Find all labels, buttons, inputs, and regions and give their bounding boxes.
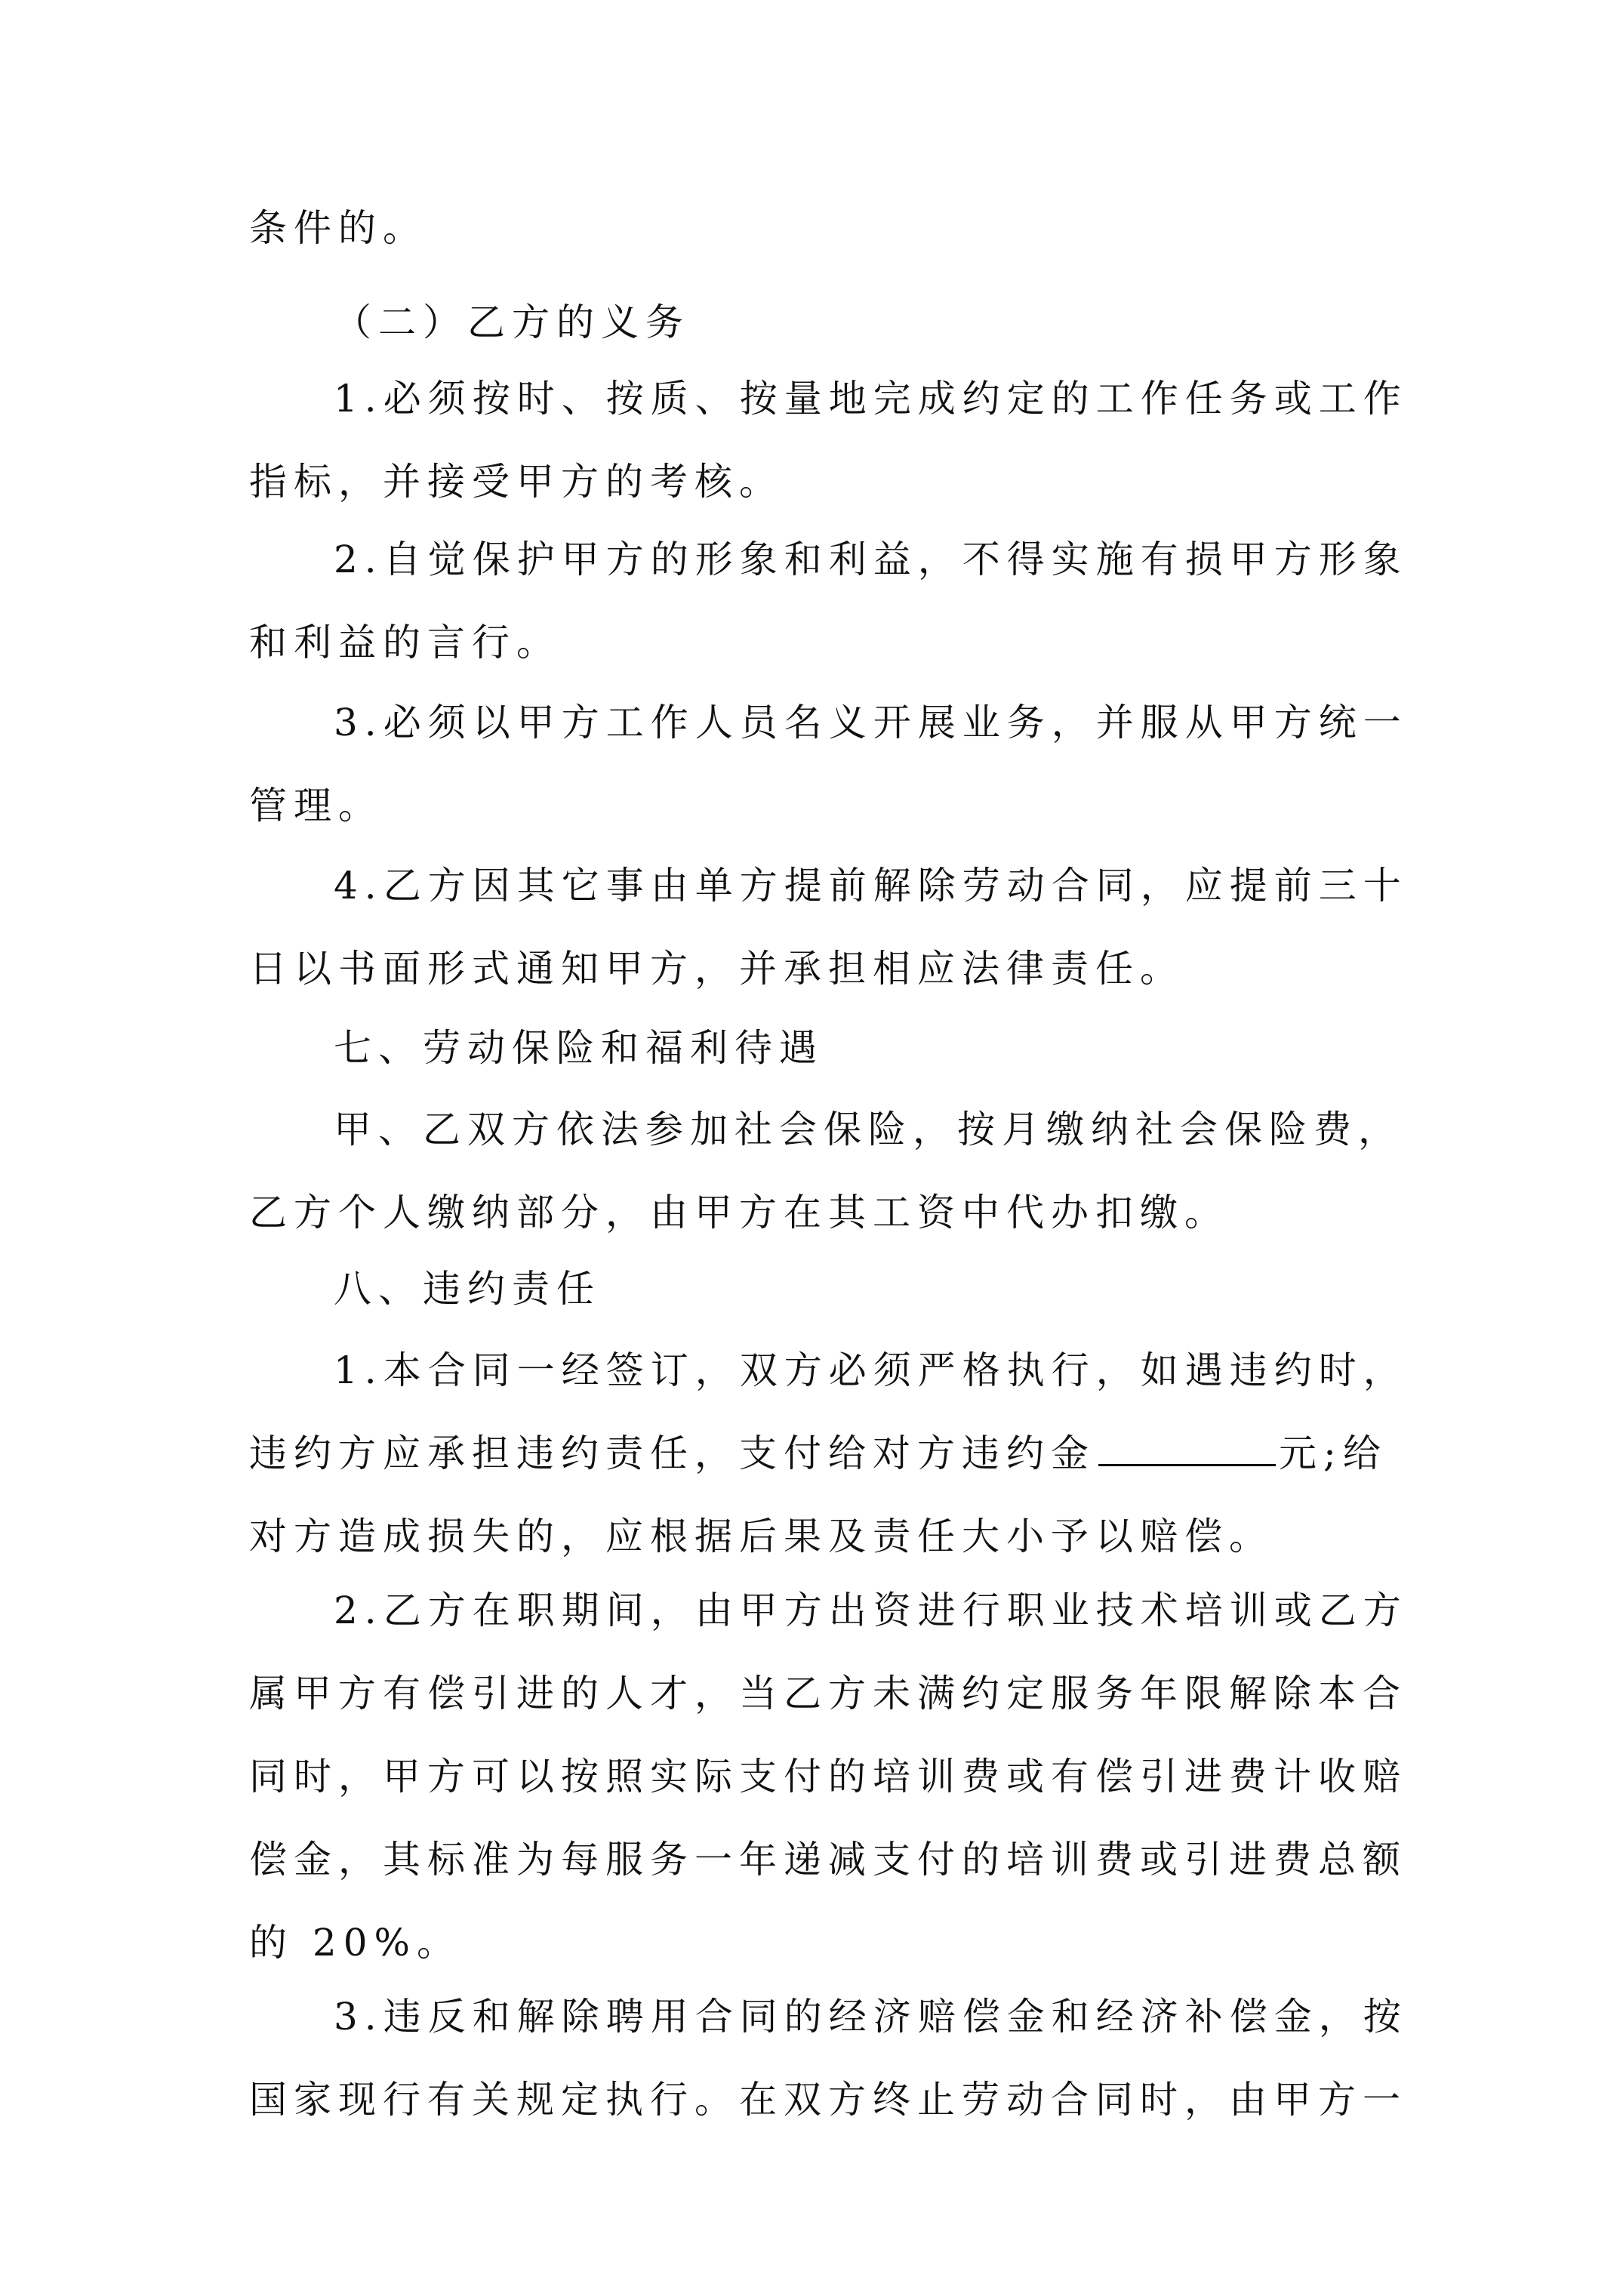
paragraph-breach-2 <box>249 1569 1408 1984</box>
section-heading-insurance-welfare <box>249 1006 1397 1089</box>
text-line: 1.必须按时、按质、按量地完成约定的工作任务或工作 <box>334 377 1408 421</box>
paragraph-obligation-2 <box>249 518 1408 684</box>
fill-in-blank <box>1098 1432 1276 1466</box>
text-line: 七、劳动保险和福利待遇 <box>334 1026 824 1070</box>
text-line: 乙方个人缴纳部分，由甲方在其工资中代办扣缴。 <box>249 1191 1229 1234</box>
paragraph-breach-1 <box>249 1329 1408 1578</box>
text-line: 3.必须以甲方工作人员名义开展业务，并服从甲方统一 <box>334 701 1408 744</box>
text-line <box>249 1412 1397 1495</box>
text-line: 对方造成损失的，应根据后果及责任大小予以赔偿。 <box>249 1515 1273 1558</box>
text-line: 4.乙方因其它事由单方提前解除劳动合同，应提前三十 <box>334 864 1408 908</box>
section-heading-party-b-obligations <box>249 281 1397 364</box>
text-fragment: 违约方应承担违约责任，支付给对方违约金 <box>249 1432 1095 1475</box>
text-line: 3.违反和解除聘用合同的经济赔偿金和经济补偿金，按 <box>334 1995 1408 2039</box>
text-line: 1.本合同一经签订，双方必须严格执行，如遇违约时， <box>334 1348 1408 1392</box>
text-line: 国家现行有关规定执行。在双方终止劳动合同时，由甲方一 <box>249 2078 1407 2122</box>
text-line: 八、违约责任 <box>334 1267 601 1311</box>
text-line: 日以书面形式通知甲方，并承担相应法律责任。 <box>249 947 1184 991</box>
text-line: 条件的。 <box>249 206 427 250</box>
paragraph-continuation <box>249 186 1397 270</box>
text-line: 和利益的言行。 <box>249 621 561 664</box>
paragraph-breach-3 <box>249 1975 1408 2141</box>
text-line: 2.自觉保护甲方的形象和利益，不得实施有损甲方形象 <box>334 538 1408 581</box>
text-line: 偿金，其标准为每服务一年递减支付的培训费或引进费总额 <box>249 1838 1407 1881</box>
text-line: 管理。 <box>249 784 383 827</box>
paragraph-obligation-3 <box>249 681 1408 847</box>
section-heading-breach-liability <box>249 1247 1397 1330</box>
text-line: 属甲方有偿引进的人才，当乙方未满约定服务年限解除本合 <box>249 1672 1407 1715</box>
paragraph-social-insurance <box>249 1088 1403 1254</box>
text-line: 指标，并接受甲方的考核。 <box>249 460 784 504</box>
text-line: 同时，甲方可以按照实际支付的培训费或有偿引进费计收赔 <box>249 1755 1407 1798</box>
paragraph-obligation-1 <box>249 357 1408 523</box>
text-fragment: 元;给 <box>1279 1432 1387 1475</box>
text-line: 甲、乙双方依法参加社会保险，按月缴纳社会保险费， <box>334 1108 1403 1151</box>
text-line: （二）乙方的义务 <box>334 300 690 344</box>
text-line: 的 20%。 <box>249 1921 462 1965</box>
text-line: 2.乙方在职期间，由甲方出资进行职业技术培训或乙方 <box>334 1589 1408 1632</box>
paragraph-obligation-4 <box>249 844 1408 1010</box>
